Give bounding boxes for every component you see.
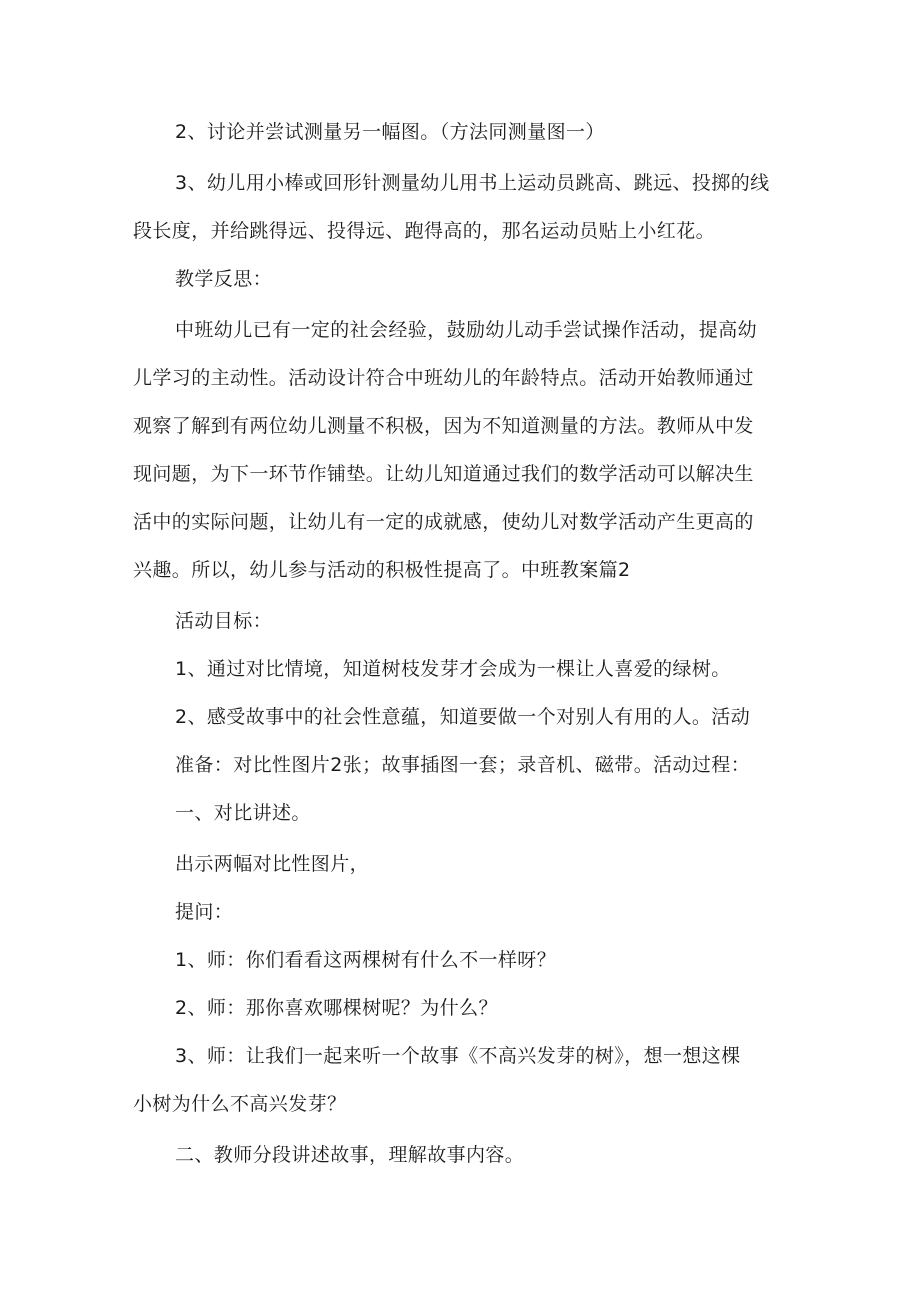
paragraph-line: 小树为什么不高兴发芽？ [133, 1093, 347, 1115]
paragraph-line: 2、讨论并尝试测量另一幅图。（方法同测量图一） [175, 121, 605, 143]
paragraph-line: 活中的实际问题，让幼儿有一定的成就感，使幼儿对数学活动产生更高的 [133, 511, 754, 533]
list-item: 3、师：让我们一起来听一个故事《不高兴发芽的树》，想一想这棵 [175, 1045, 741, 1067]
section-heading: 活动目标： [175, 610, 273, 632]
paragraph-line: 观察了解到有两位幼儿测量不积极，因为不知道测量的方法。教师从中发 [133, 415, 754, 437]
paragraph-line: 现问题，为下一环节作铺垫。让幼儿知道通过我们的数学活动可以解决生 [133, 463, 754, 485]
list-item: 2、师：那你喜欢哪棵树呢？为什么？ [175, 997, 498, 1019]
section-heading: 一、对比讲述。 [175, 802, 311, 824]
paragraph-line: 3、幼儿用小棒或回形针测量幼儿用书上运动员跳高、跳远、投掷的线 [175, 172, 770, 194]
paragraph-line: 提问： [175, 901, 234, 923]
paragraph-line: 出示两幅对比性图片， [175, 853, 370, 875]
paragraph-line: 段长度，并给跳得远、投得远、跑得高的，那名运动员贴上小红花。 [133, 220, 716, 242]
paragraph-line: 1、通过对比情境，知道树枝发芽才会成为一棵让人喜爱的绿树。 [175, 658, 731, 680]
section-heading: 二、教师分段讲述故事，理解故事内容。 [175, 1144, 525, 1166]
list-item: 1、师：你们看看这两棵树有什么不一样呀？ [175, 949, 557, 971]
paragraph-line: 兴趣。所以，幼儿参与活动的积极性提高了。中班教案篇2 [133, 559, 631, 581]
paragraph-line: 中班幼儿已有一定的社会经验，鼓励幼儿动手尝试操作活动，提高幼 [175, 319, 758, 341]
paragraph-line: 准备：对比性图片2张；故事插图一套；录音机、磁带。活动过程： [175, 754, 751, 776]
section-heading: 教学反思： [175, 268, 273, 290]
paragraph-line: 2、感受故事中的社会性意蕴，知道要做一个对别人有用的人。活动 [175, 706, 751, 728]
paragraph-line: 儿学习的主动性。活动设计符合中班幼儿的年龄特点。活动开始教师通过 [133, 367, 754, 389]
